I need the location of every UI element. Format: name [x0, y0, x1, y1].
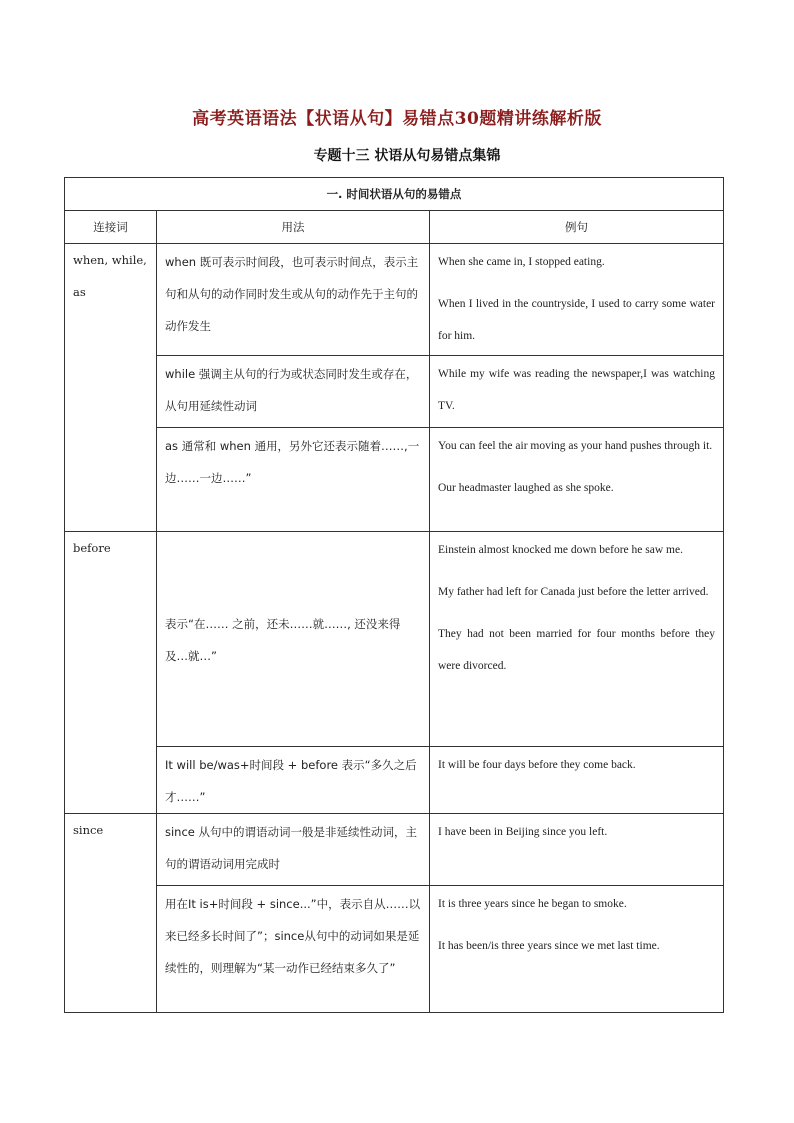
table-row: [65, 428, 724, 532]
usage-cell: [157, 814, 430, 886]
usage-cell: [157, 244, 430, 356]
example-cell: [430, 244, 724, 356]
section-header-row: [65, 178, 724, 211]
table-row: [65, 747, 724, 814]
example-cell: [430, 532, 724, 747]
table-row: [65, 356, 724, 428]
column-header-usage: 用法: [157, 211, 430, 244]
keyword-cell: before: [65, 532, 157, 814]
usage-cell: [157, 356, 430, 428]
example-sentence: You can feel the air moving as your hand pushes through it.: [438, 440, 713, 452]
usage-text: It will be/was+时间段 + before 表示“多久之后才……”: [165, 758, 417, 804]
usage-cell: [157, 747, 430, 814]
example-sentence: It will be four days before they come back.: [438, 759, 636, 771]
usage-text: while 强调主从句的行为或状态同时发生或存在，从句用延续性动词: [165, 367, 418, 413]
document-subtitle: 专题十三 状语从句易错点集锦: [313, 148, 501, 164]
example-cell: [430, 428, 724, 532]
example-sentence: It has been/is three years since we met last time.: [438, 940, 660, 952]
grammar-table: [64, 177, 724, 1013]
table-row: [65, 886, 724, 1013]
document-title: 高考英语语法【状语从句】易错点30题精讲练解析版: [192, 109, 602, 129]
example-cell: [430, 814, 724, 886]
column-header-example: 例句: [430, 211, 724, 244]
column-header-row: [65, 211, 724, 244]
usage-cell: [157, 886, 430, 1013]
usage-cell: [157, 532, 430, 747]
usage-cell: [157, 428, 430, 532]
example-sentence: Einstein almost knocked me down before he saw me.: [438, 544, 683, 556]
example-sentence: When she came in, I stopped eating.: [438, 256, 605, 268]
example-sentence: They had not been married for four months before they were divorced.: [438, 628, 715, 672]
example-sentence: My father had left for Canada just before the letter arrived.: [438, 586, 709, 598]
example-sentence: I have been in Beijing since you left.: [438, 826, 608, 838]
example-sentence: It is three years since he began to smoke.: [438, 898, 627, 910]
keyword-cell: since: [65, 814, 157, 1013]
keyword-cell: when, while, as: [65, 244, 157, 532]
usage-text: when 既可表示时间段，也可表示时间点，表示主句和从句的动作同时发生或从句的动作先于主句的动作发生: [165, 255, 419, 333]
table-row: [65, 244, 724, 356]
usage-text: as 通常和 when 通用，另外它还表示随着……,一边……一边……”: [165, 439, 420, 485]
example-cell: [430, 747, 724, 814]
example-cell: [430, 356, 724, 428]
example-sentence: While my wife was reading the newspaper,I was watching TV.: [438, 368, 715, 412]
section-title: 一. 时间状语从句的易错点: [65, 178, 724, 211]
example-sentence: When I lived in the countryside, I used to carry some water for him.: [438, 298, 715, 342]
example-sentence: Our headmaster laughed as she spoke.: [438, 482, 614, 494]
usage-text: 表示“在…… 之前，还未……就……, 还没来得及…就…”: [165, 617, 401, 663]
table-row: [65, 814, 724, 886]
example-cell: [430, 886, 724, 1013]
usage-text: since 从句中的谓语动词一般是非延续性动词，主句的谓语动词用完成时: [165, 825, 418, 871]
table-row: [65, 532, 724, 747]
column-header-keyword: 连接词: [65, 211, 157, 244]
usage-text: 用在It is+时间段 + since...”中，表示自从……以来已经多长时间了”；since从句中的动词如果是延续性的，则理解为“某一动作已经结束多久了”: [165, 897, 421, 975]
